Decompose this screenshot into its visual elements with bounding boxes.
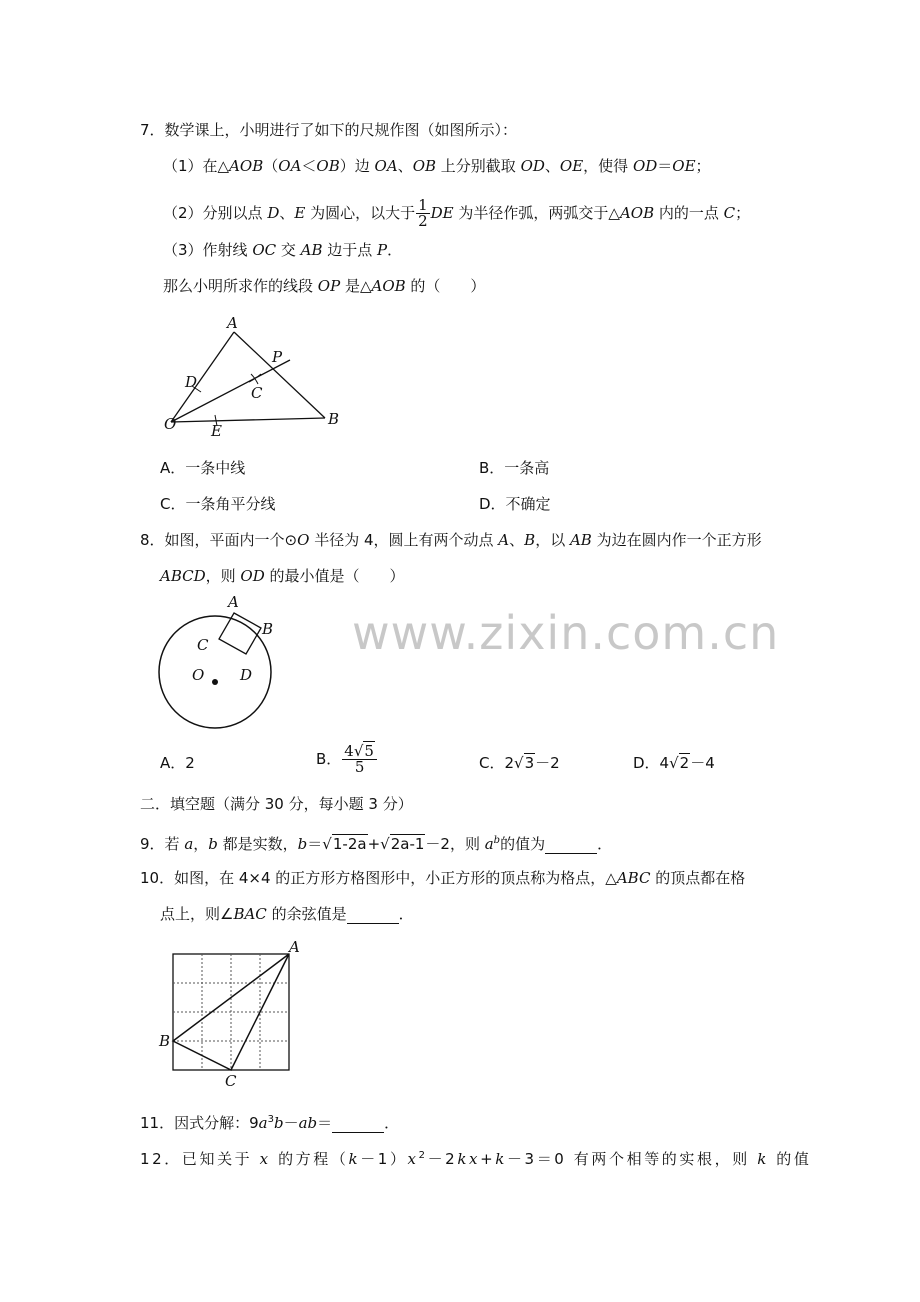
q10-line2: 点上，则∠BAC 的余弦值是 ． bbox=[160, 905, 414, 923]
label-C: C bbox=[225, 1072, 237, 1090]
q7-option-a: A．一条中线 bbox=[160, 459, 246, 477]
answer-blank bbox=[332, 1118, 384, 1133]
ray-OP bbox=[171, 360, 290, 422]
label-B: B bbox=[328, 410, 340, 428]
q8-option-c: C．2√3－2 bbox=[479, 754, 560, 772]
label-C: C bbox=[251, 384, 263, 402]
answer-blank bbox=[347, 909, 399, 924]
q10-figure bbox=[155, 940, 305, 1090]
watermark: www.zixin.com.cn bbox=[352, 606, 780, 660]
label-E: E bbox=[211, 422, 222, 440]
segment-AB bbox=[234, 332, 325, 418]
q8-option-a: A．2 bbox=[160, 754, 195, 772]
q8-figure bbox=[155, 592, 290, 740]
center-point-O bbox=[212, 679, 218, 685]
circle-O bbox=[159, 616, 274, 728]
q11: 11．因式分解：$9a^3b-ab=$ ． bbox=[140, 1114, 400, 1132]
q7-figure bbox=[155, 312, 355, 442]
label-P: P bbox=[272, 348, 283, 366]
q7-step1: （1）在△AOB（OA＜OB）边 OA、OB 上分别截取 OD、OE，使得 OD＝OE； bbox=[163, 157, 711, 175]
q7-step2: （2）分别以点 D、E 为圆心，以大于 $\frac{1}{2}$ DE 为半径作弧，两弧交于△AOB 内的一点 C； bbox=[163, 196, 751, 230]
q12: 12．已知关于 x 的方程$(k-1)x^2-2kx+k-3=0$ 有两个相等的实根，则 k 的值 bbox=[140, 1150, 812, 1168]
fraction-half: $\frac{1}{2}$ bbox=[418, 196, 428, 230]
section-heading: 二．填空题（满分 30 分，每小题 3 分） bbox=[140, 795, 413, 813]
label-A: A bbox=[228, 593, 239, 611]
label-O: O bbox=[192, 666, 205, 684]
label-D: D bbox=[185, 373, 198, 391]
segment-OA bbox=[171, 332, 234, 422]
q8-option-b: B． $\frac{4√5}{5}$ bbox=[316, 744, 378, 775]
q8-stem: 8．如图，平面内一个⊙O 半径为 4，圆上有两个动点 A、B，以 AB 为边在圆内作一个正方形 bbox=[140, 531, 762, 549]
q7-step3: （3）作射线 OC 交 AB 边于点 P． bbox=[163, 241, 403, 259]
segment-OB bbox=[171, 418, 325, 422]
label-C: C bbox=[197, 636, 209, 654]
label-B: B bbox=[262, 620, 274, 638]
q8-stem-2: ABCD，则 OD 的最小值是（ ） bbox=[160, 567, 405, 585]
q7-option-b: B．一条高 bbox=[479, 459, 550, 477]
label-A: A bbox=[227, 314, 238, 332]
q9: 9．若 a，b 都是实数，b＝√1-2a+√2a-1－2，则 $a^b$的值为 ． bbox=[140, 835, 613, 853]
label-B: B bbox=[159, 1032, 171, 1050]
q7-stem: 7．数学课上，小明进行了如下的尺规作图（如图所示）： bbox=[140, 121, 518, 139]
q8-option-d: D．4√2－4 bbox=[633, 754, 715, 772]
label-D: D bbox=[240, 666, 253, 684]
q10-line1: 10．如图，在 4×4 的正方形方格图形中，小正方形的顶点称为格点，△ABC 的顶点都在格 bbox=[140, 869, 746, 887]
label-A: A bbox=[289, 940, 300, 956]
label-O: O bbox=[164, 415, 177, 433]
q7-option-c: C．一条角平分线 bbox=[160, 495, 276, 513]
q7-question: 那么小明所求作的线段 OP 是△AOB 的（ ） bbox=[163, 277, 486, 295]
arc-mark-C bbox=[249, 374, 261, 384]
q7-option-d: D．不确定 bbox=[479, 495, 551, 513]
answer-blank bbox=[545, 839, 597, 854]
